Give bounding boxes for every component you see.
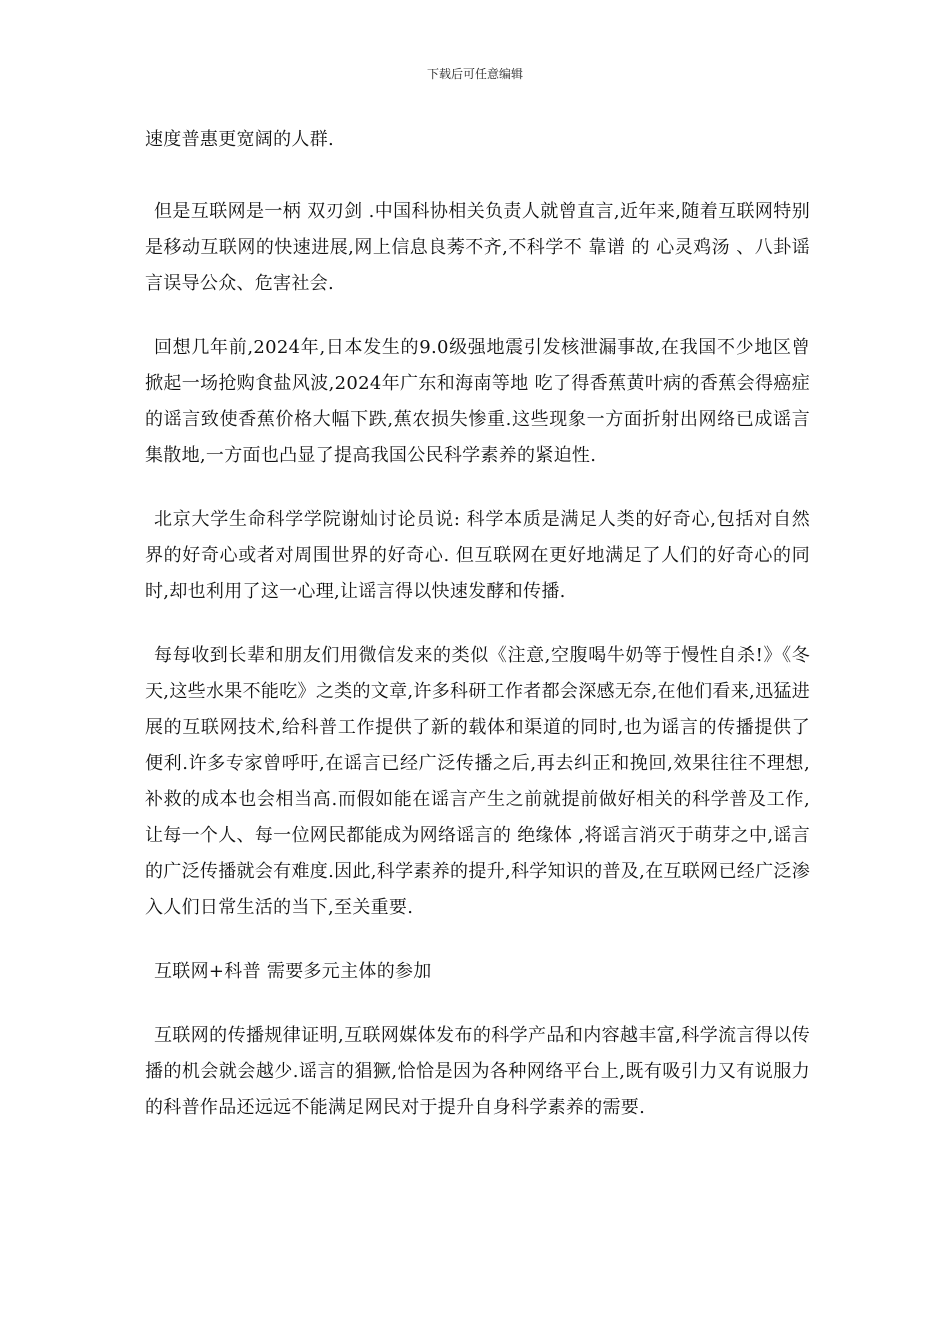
paragraph-double-edged-sword: 但是互联网是一柄 双刃剑 .中国科协相关负责人就曾直言,近年来,随着互联网特别是移动互联网的快速进展,网上信息良莠不齐,不科学不 靠谱 的 心灵鸡汤 、八卦谣言误导公众、危害社会. xyxy=(145,201,810,294)
paragraph-continuation: 速度普惠更宽阔的人群. xyxy=(145,129,335,150)
paragraph-wechat-articles: 每每收到长辈和朋友们用微信发来的类似《注意,空腹喝牛奶等于慢性自杀!》《冬天,这些水果不能吃》之类的文章,许多科研工作者都会深感无奈,在他们看来,迅猛进展的互联网技术,给科普工作提供了新的载体和渠道的同时,也为谣言的传播提供了便利.许多专家曾呼吁,在谣言已经广泛传播之后,再去纠正和挽回,效果往往不理想,补救的成本也会相当高.而假如能在谣言产生之前就提前做好相关的科学普及工作,让每一个人、每一位网民都能成为网络谣言的 绝缘体 ,将谣言消灭于萌芽之中,谣言的广泛传播就会有难度.因此,科学素养的提升,科学知识的普及,在互联网已经广泛渗入人们日常生活的当下,至关重要. xyxy=(145,645,810,918)
body-text xyxy=(145,122,810,1154)
section-heading: 互联网+科普 需要多元主体的参加 xyxy=(154,961,432,982)
paragraph-rumor-examples: 回想几年前,2024年,日本发生的9.0级强地震引发核泄漏事故,在我国不少地区曾掀起一场抢购食盐风波,2024年广东和海南等地 吃了得香蕉黄叶病的香蕉会得癌症 的谣言致使香蕉价格大幅下跌,蕉农损失惨重.这些现象一方面折射出网络已成谣言集散地,一方面也凸显了提高我国公民科学素养的紧迫性. xyxy=(145,337,810,466)
paragraph-propagation-law: 互联网的传播规律证明,互联网媒体发布的科学产品和内容越丰富,科学流言得以传播的机会就会越少.谣言的猖獗,恰恰是因为各种网络平台上,既有吸引力又有说服力的科普作品还远远不能满足网民对于提升自身科学素养的需要. xyxy=(145,1025,810,1118)
header-note: 下载后可任意编辑 xyxy=(426,67,523,81)
paragraph-curiosity: 北京大学生命科学学院谢灿讨论员说: 科学本质是满足人类的好奇心,包括对自然界的好奇心或者对周围世界的好奇心. 但互联网在更好地满足了人们的好奇心的同时,却也利用了这一心理,让谣言得以快速发酵和传播. xyxy=(145,509,810,602)
